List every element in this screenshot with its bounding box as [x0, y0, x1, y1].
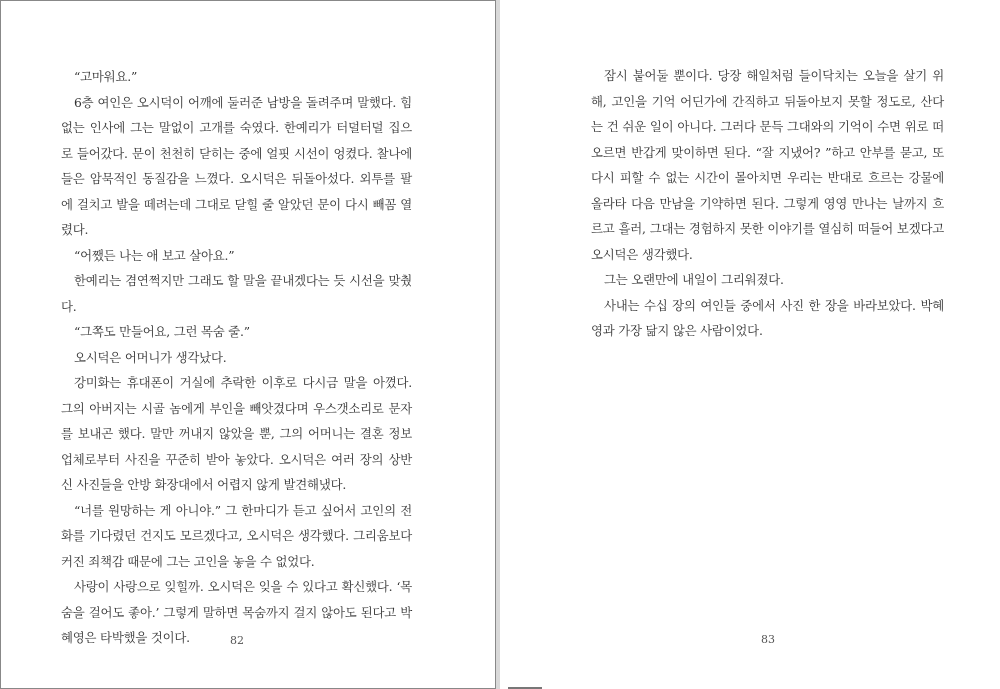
right-page-text — [591, 63, 944, 344]
paragraph: 6층 여인은 오시덕이 어깨에 둘러준 남방을 돌려주며 말했다. 힘없는 인사에 그는 말없이 고개를 숙였다. 한예리가 터덜터덜 집으로 들어갔다. 문이 천천히 닫히는 중에 얼핏 시선이 엉켰다. 찰나에 들은 암묵적인 동질감을 느꼈다. 오시덕은 뒤돌아섰다. 외투를 팔에 걸치고 발을 떼려는데 그대로 닫힐 줄 알았던 문이 다시 빼꼼 열렸다. — [61, 94, 412, 237]
paragraph: 강미화는 휴대폰이 거실에 추락한 이후로 다시금 말을 아꼈다. 그의 아버지는 시골 놈에게 부인을 빼앗겼다며 우스갯소리로 문자를 보내곤 했다. 말만 꺼내지 않았을 뿐, 그의 어머니는 결혼 정보 업체로부터 사진을 꾸준히 받아 놓았다. 오시덕은 여러 장의 상반신 사진들을 안방 화장대에서 어렵지 않게 발견해냈다. — [61, 375, 412, 492]
left-page — [0, 0, 496, 689]
paragraph: 잠시 붙어둘 뿐이다. 당장 해일처럼 들이닥치는 오늘을 살기 위해, 고인을 기억 어딘가에 간직하고 뒤돌아보지 못할 정도로, 산다는 건 쉬운 일이 아니다. 그러다 문득 그대와의 기억이 수면 위로 떠오르면 반갑게 맞이하면 된다. “잘 지냈어? ”하고 안부를 묻고, 또다시 피할 수 없는 시간이 몰아치면 우리는 반대로 흐르는 강물에 올라타 다음 만남을 기약하면 된다. 그렇게 영영 만나는 날까지 흐르고 흘러, 그대는 경험하지 못한 이야기를 열심히 떠들어 보겠다고 오시덕은 생각했다. — [591, 68, 944, 262]
paragraph: 오시덕은 어머니가 생각났다. — [74, 349, 227, 365]
paragraph: “그쪽도 만들어요, 그런 목숨 줄.” — [74, 324, 250, 339]
left-page-text — [61, 64, 412, 651]
paragraph: 사랑이 사랑으로 잊힐까. 오시덕은 잊을 수 있다고 확신했다. ‘목숨을 걸어도 좋아.’ 그렇게 말하면 목숨까지 걸지 않아도 된다고 박혜영은 타박했을 것이다. — [61, 579, 412, 645]
right-page — [500, 0, 1000, 689]
paragraph: 한예리는 겸연쩍지만 그래도 할 말을 끝내겠다는 듯 시선을 맞췄다. — [61, 273, 412, 314]
paragraph: “너를 원망하는 게 아니야.” 그 한마디가 듣고 싶어서 고인의 전화를 기다렸던 건지도 모르겠다고, 오시덕은 생각했다. 그리움보다 커진 죄책감 때문에 그는 고인을 놓을 수 없었다. — [61, 502, 412, 569]
paragraph: 그는 오랜만에 내일이 그리워졌다. — [604, 272, 784, 287]
paragraph: 사내는 수십 장의 여인들 중에서 사진 한 장을 바라보았다. 박혜영과 가장 닮지 않은 사람이었다. — [591, 297, 944, 338]
page-number: 83 — [761, 633, 775, 646]
page-number: 82 — [230, 634, 244, 647]
paragraph: “어쨌든 나는 애 보고 살아요.” — [74, 247, 235, 263]
paragraph: “고마워요.” — [74, 69, 138, 84]
